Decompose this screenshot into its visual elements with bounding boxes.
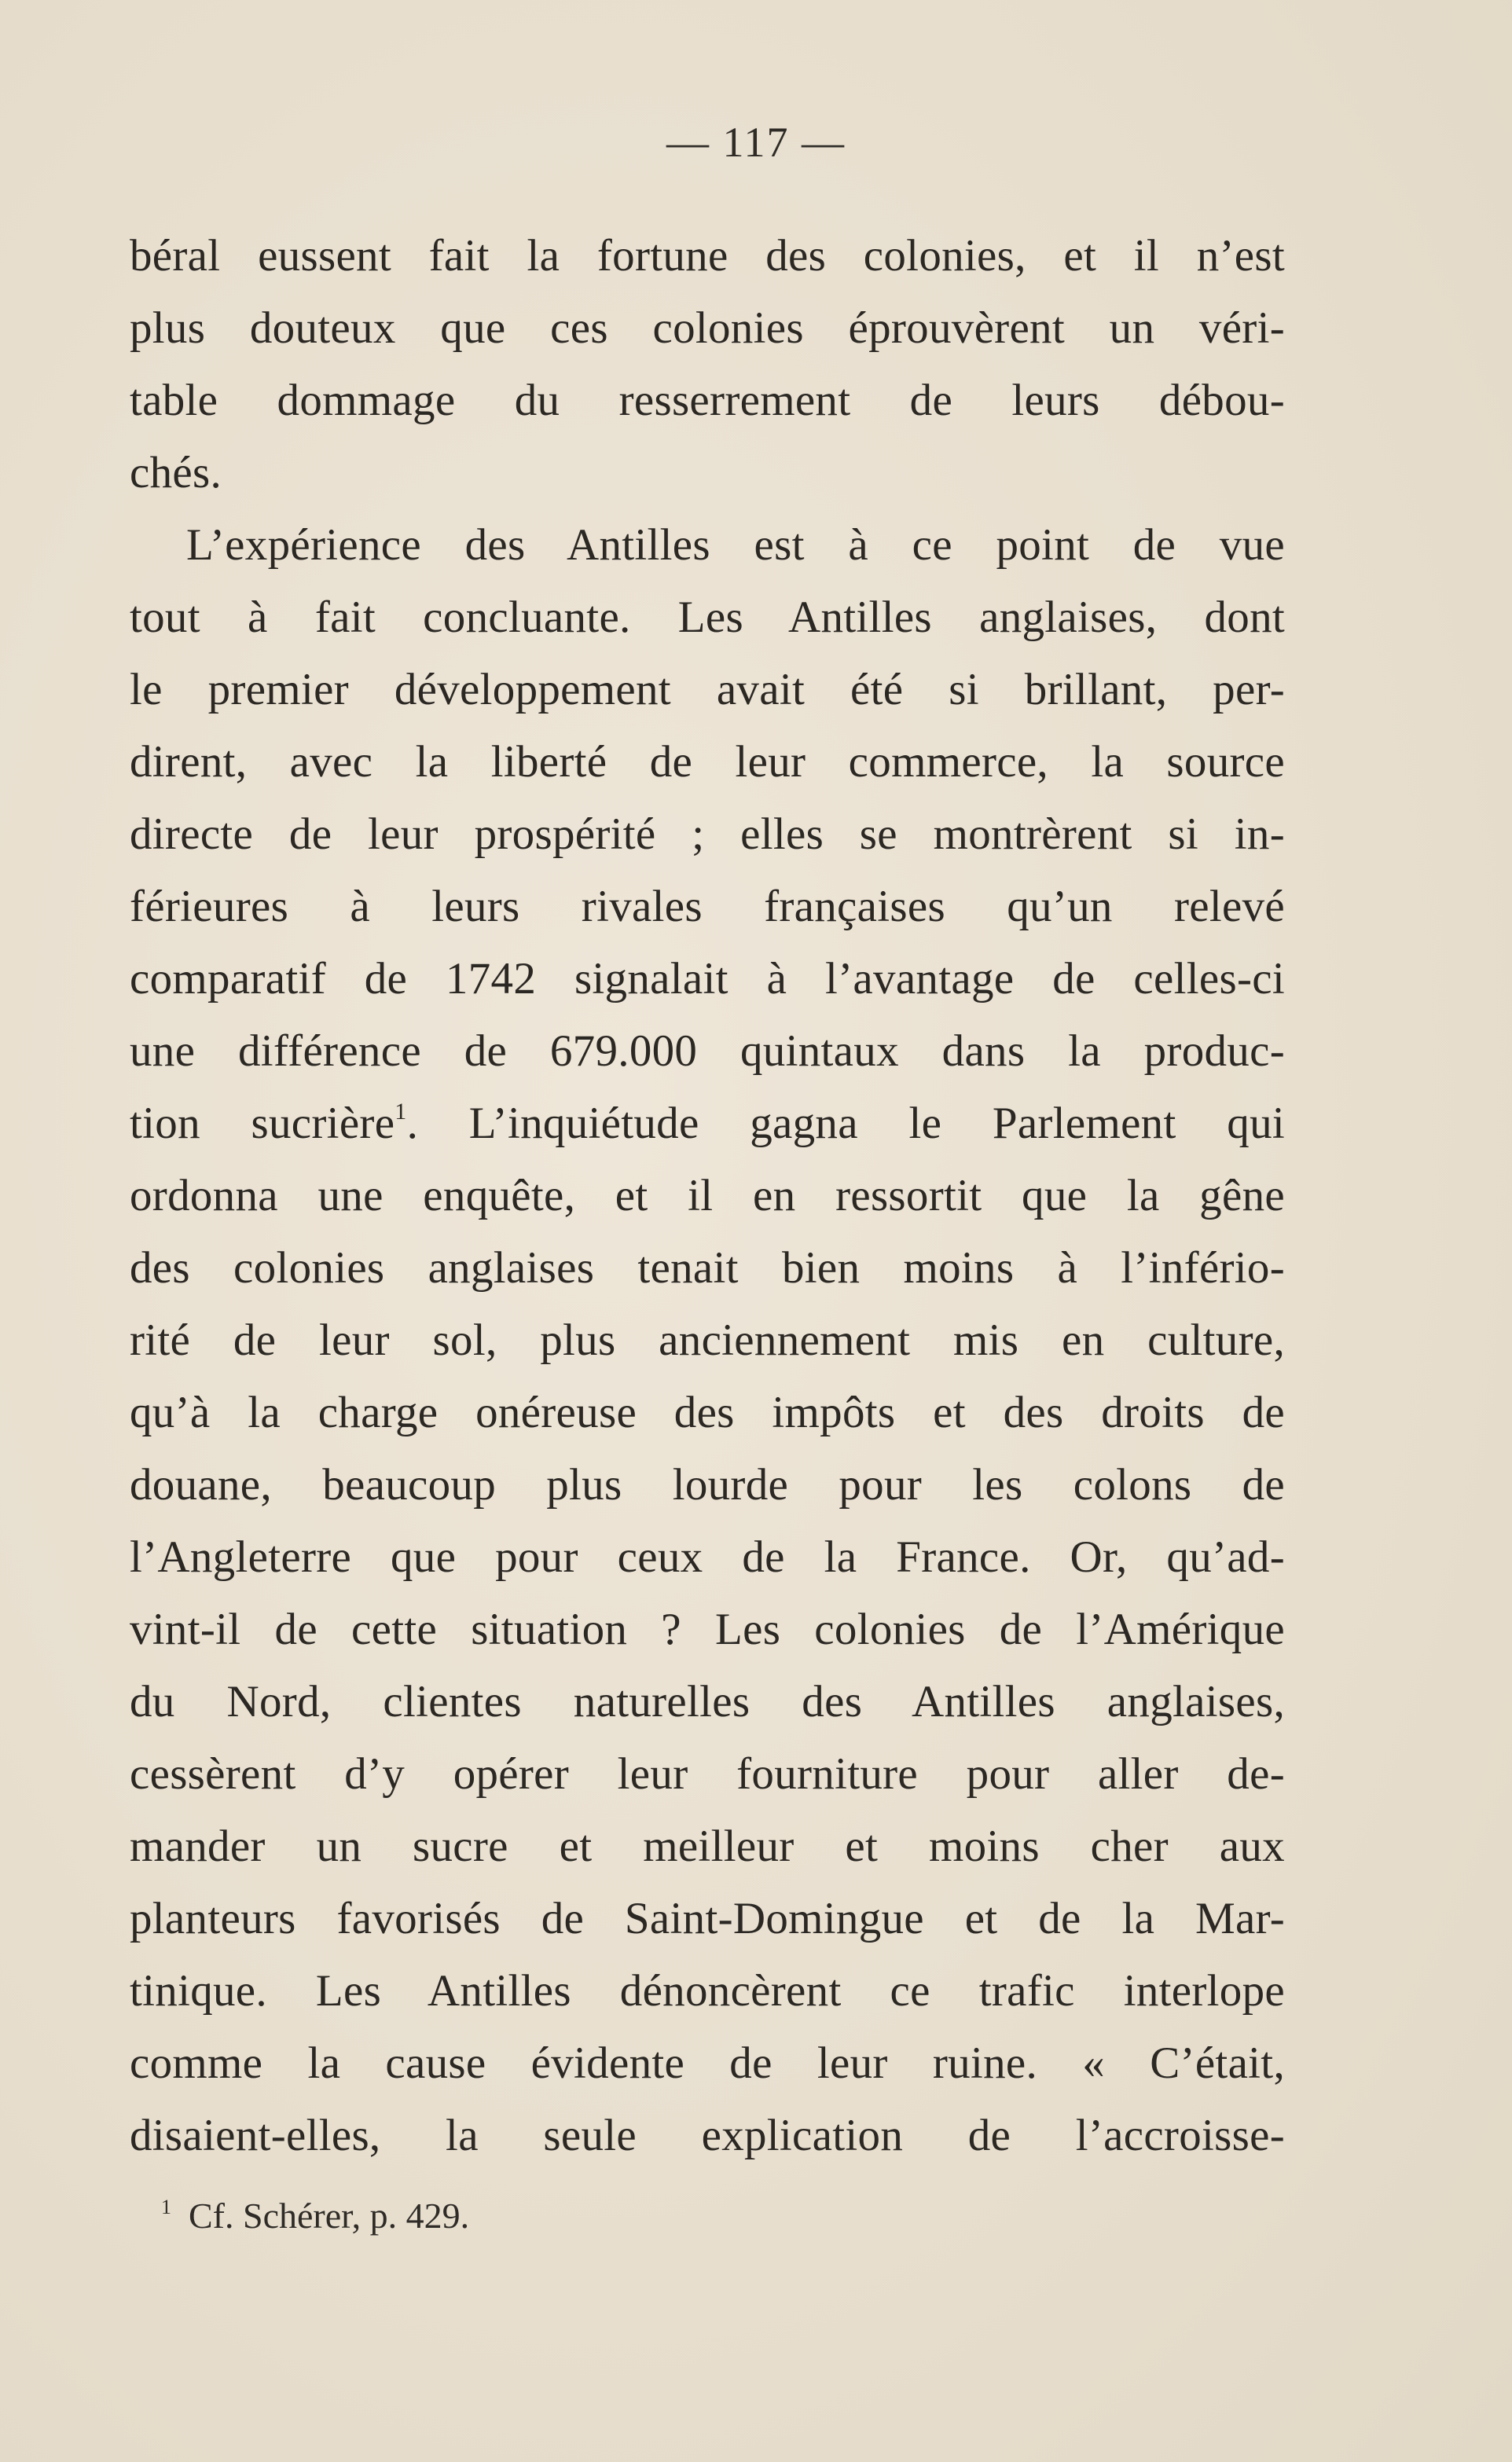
text-fragment: . L’inquiétude gagna le Parlement qui [406, 1099, 1285, 1148]
text-line: disaient-elles, la seule explication de l’accroisse- [130, 2111, 1285, 2160]
text-line: l’Angleterre que pour ceux de la France. Or, qu’ad- [130, 1532, 1285, 1582]
paragraph-start-line: L’expérience des Antilles est à ce point de vue [186, 520, 1285, 570]
text-line: tout à fait concluante. Les Antilles anglaises, dont [130, 593, 1285, 642]
text-line: table dommage du resserrement de leurs débou- [130, 376, 1285, 425]
footnote-text: Cf. Schérer, p. 429. [189, 2196, 470, 2236]
body-text [130, 220, 1285, 2172]
text-line: comme la cause évidente de leur ruine. « C’était, [130, 2038, 1285, 2088]
text-line-with-note [130, 1088, 1285, 1160]
text-line: comparatif de 1742 signalait à l’avantage de celles-ci [130, 954, 1285, 1004]
text-line: cessèrent d’y opérer leur fourniture pour aller de- [130, 1749, 1285, 1799]
text-line: qu’à la charge onéreuse des impôts et des droits de [130, 1388, 1285, 1437]
text-line: tinique. Les Antilles dénoncèrent ce trafic interlope [130, 1966, 1285, 2016]
text-line: des colonies anglaises tenait bien moins à l’infério- [130, 1243, 1285, 1293]
text-line: douane, beaucoup plus lourde pour les colons de [130, 1460, 1285, 1510]
text-line: du Nord, clientes naturelles des Antilles anglaises, [130, 1677, 1285, 1726]
text-line: vint-il de cette situation ? Les colonies de l’Amérique [130, 1605, 1285, 1654]
text-line: rité de leur sol, plus anciennement mis en culture, [130, 1315, 1285, 1365]
text-fragment: tion sucrière [130, 1099, 395, 1148]
text-line: dirent, avec la liberté de leur commerce, la source [130, 737, 1285, 787]
text-line: le premier développement avait été si brillant, per- [130, 665, 1285, 714]
text-line: plus douteux que ces colonies éprouvèrent un véri- [130, 303, 1285, 353]
text-line: ordonna une enquête, et il en ressortit que la gêne [130, 1171, 1285, 1220]
footnote-reference: 1 [395, 1099, 407, 1125]
text-line: mander un sucre et meilleur et moins cher aux [130, 1822, 1285, 1871]
footnote-marker: 1 [161, 2196, 171, 2218]
text-line: béral eussent fait la fortune des colonies, et il n’est [130, 231, 1285, 281]
text-line: une différence de 679.000 quintaux dans la produc- [130, 1026, 1285, 1076]
page-number: — 117 — [666, 119, 846, 166]
footnote [161, 2192, 469, 2240]
text-line: directe de leur prospérité ; elles se montrèrent si in- [130, 809, 1285, 859]
text-line: chés. [130, 448, 222, 497]
text-line: planteurs favorisés de Saint-Domingue et de la Mar- [130, 1894, 1285, 1943]
text-line: férieures à leurs rivales françaises qu’un relevé [130, 882, 1285, 931]
